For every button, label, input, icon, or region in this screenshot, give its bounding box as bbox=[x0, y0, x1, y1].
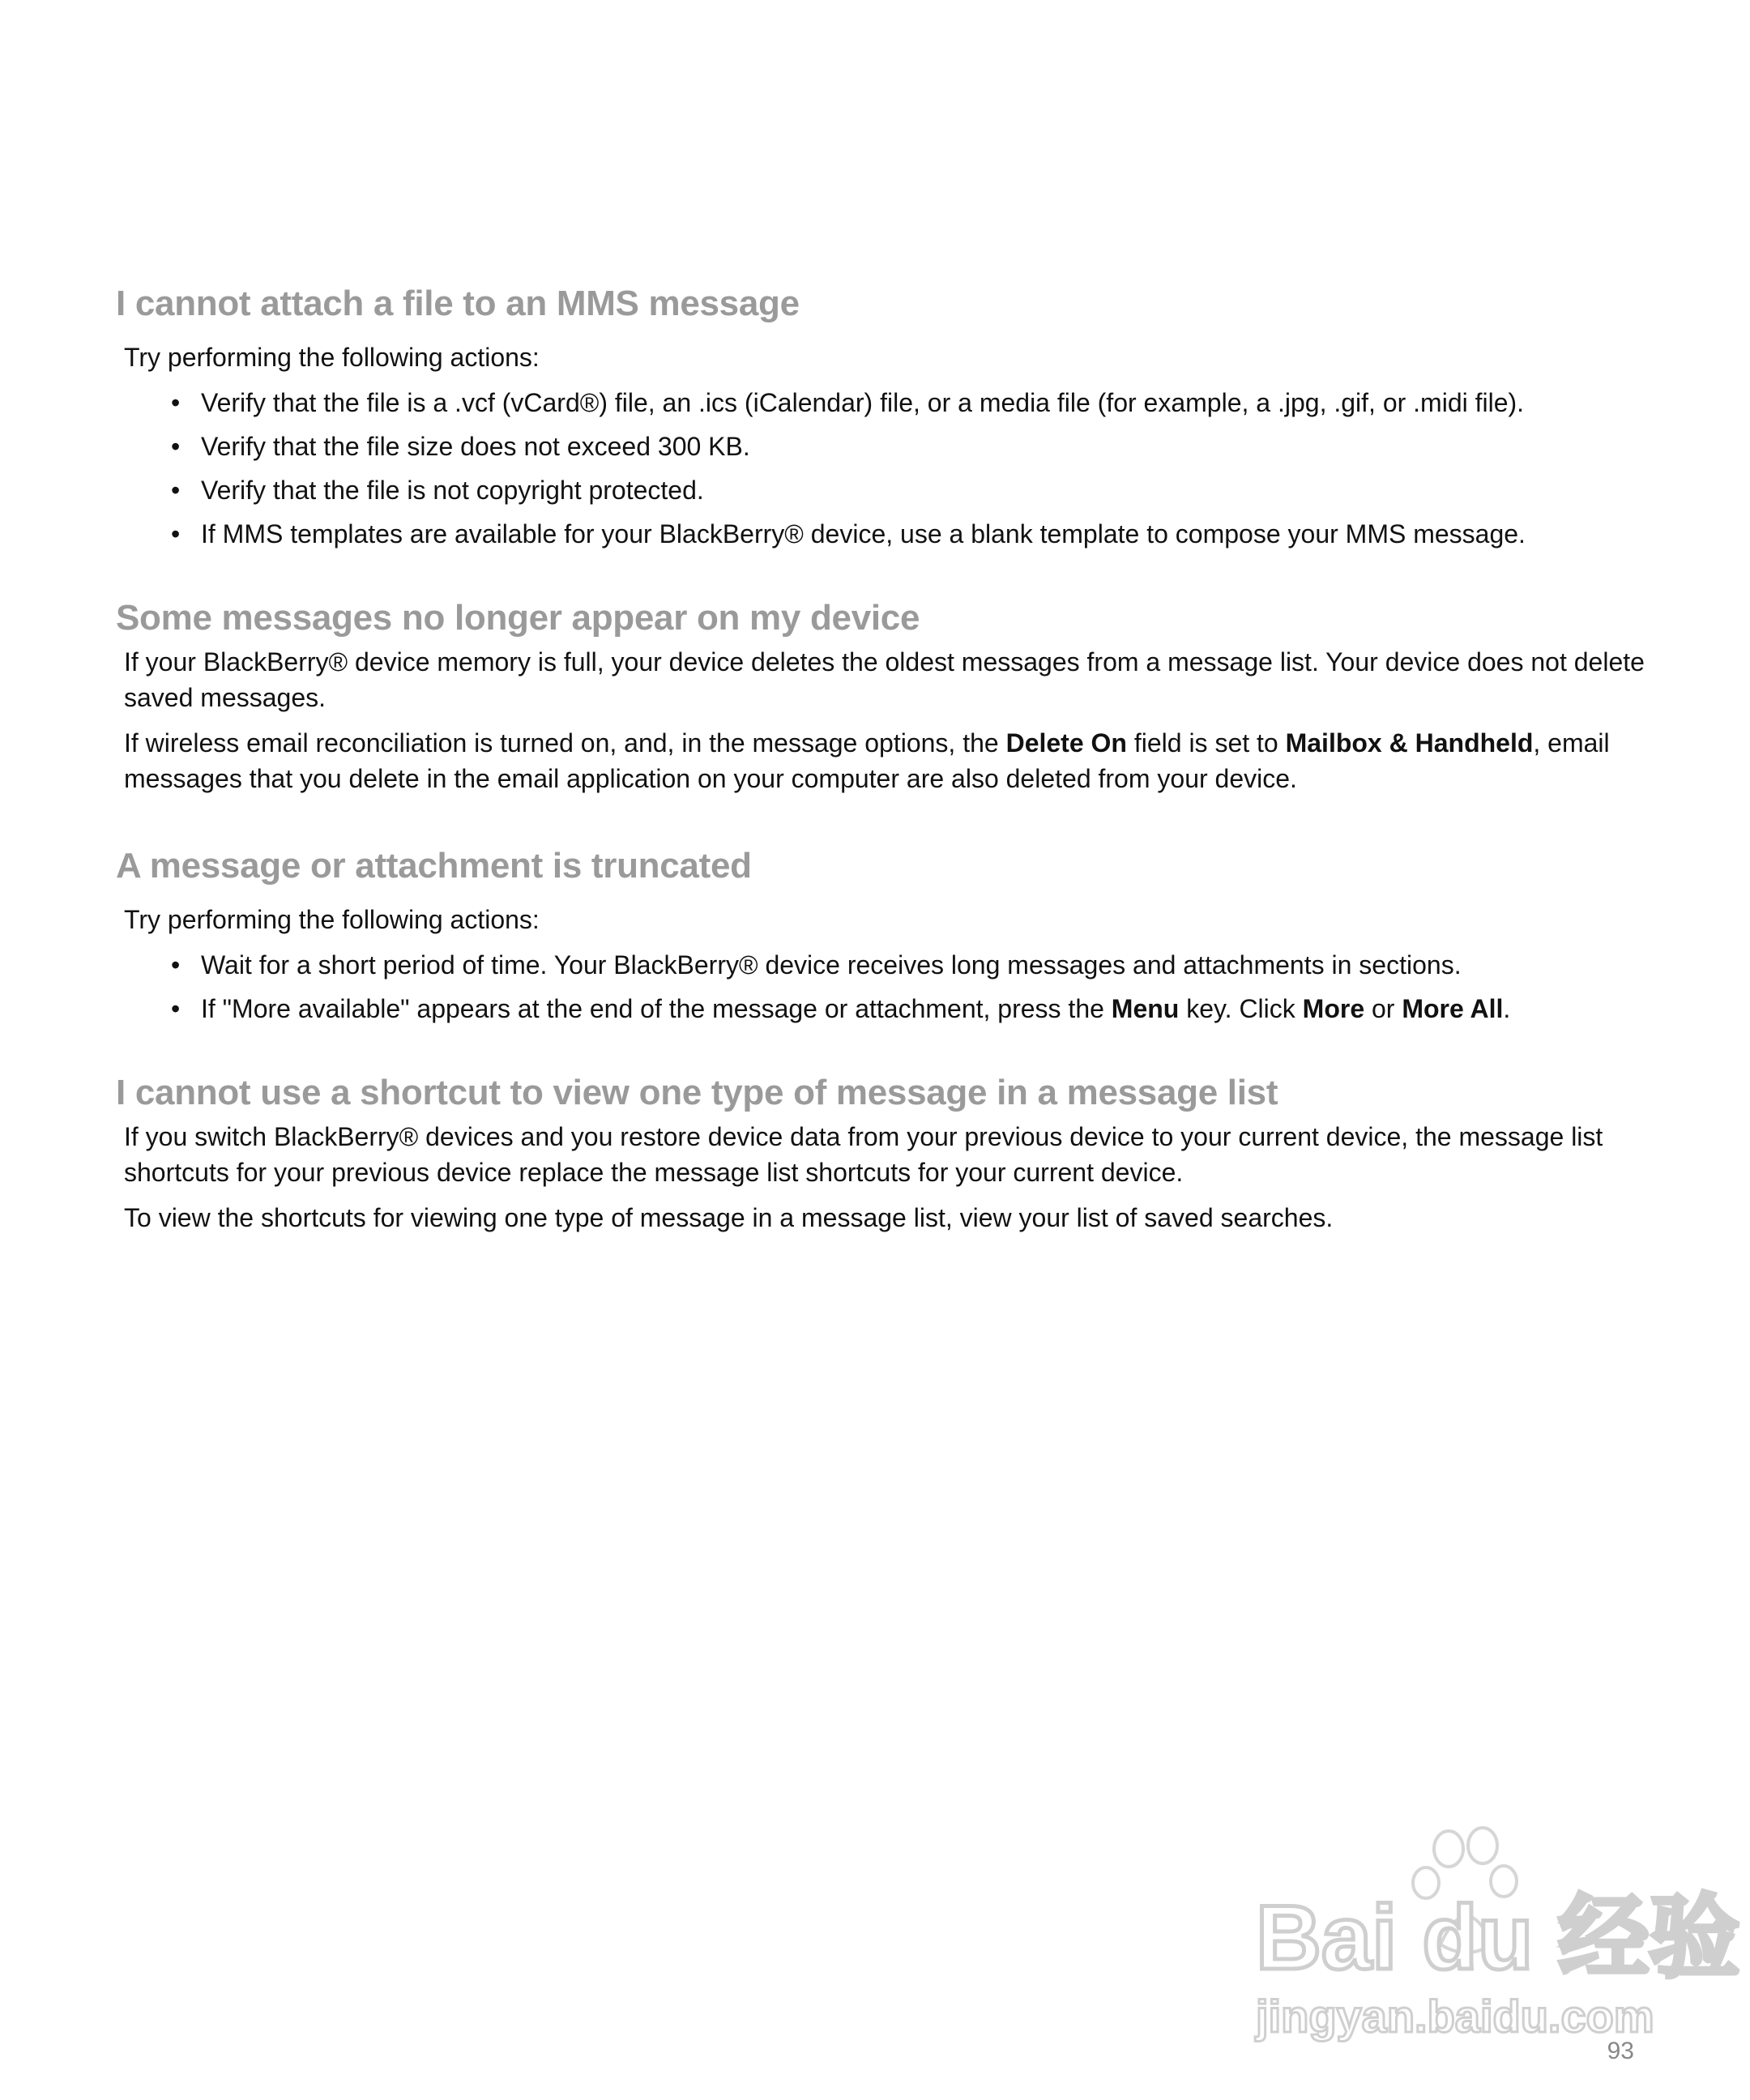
section-body bbox=[116, 902, 1655, 1027]
bullet-icon: • bbox=[171, 519, 181, 548]
list-item bbox=[124, 516, 1655, 552]
list-item bbox=[124, 472, 1655, 508]
text-run: field is set to bbox=[1126, 728, 1286, 758]
paragraph: If your BlackBerry® device memory is full, your device deletes the oldest messages from a message list. Your device does not delete saved messages. bbox=[124, 647, 1645, 712]
bullet-icon: • bbox=[171, 388, 181, 417]
list-item-text: Verify that the file is not copyright protected. bbox=[201, 476, 704, 505]
menu-item-more-all: More All bbox=[1402, 994, 1504, 1023]
text-run: If wireless email reconciliation is turned on, and, in the message options, the bbox=[124, 728, 1006, 758]
section-title: Some messages no longer appear on my device bbox=[116, 598, 920, 638]
page-content bbox=[116, 280, 1655, 1245]
paragraph: If you switch BlackBerry® devices and you restore device data from your previous device to your current device, the message list shortcuts for your previous device replace the message list shortcuts for your current device. bbox=[124, 1122, 1603, 1187]
list-item-text: If MMS templates are available for your BlackBerry® device, use a blank template to compose your MMS message. bbox=[201, 519, 1526, 548]
list-item-text: Verify that the file size does not exceed 300 KB. bbox=[201, 432, 750, 461]
list-item-text: Wait for a short period of time. Your BlackBerry® device receives long messages and attachments in sections. bbox=[201, 950, 1462, 980]
section-body bbox=[116, 339, 1655, 552]
bullet-icon: • bbox=[171, 950, 181, 980]
text-run: or bbox=[1364, 994, 1402, 1023]
section-title: I cannot use a shortcut to view one type of message in a message list bbox=[116, 1073, 1278, 1112]
section-title: I cannot attach a file to an MMS message bbox=[116, 284, 800, 323]
text-run: , email messages that you delete in the email application on your computer are also deleted from your device. bbox=[124, 728, 1610, 793]
intro-text: Try performing the following actions: bbox=[124, 343, 540, 372]
bullet-icon: • bbox=[171, 994, 181, 1023]
bullet-list bbox=[124, 385, 1655, 552]
bullet-icon: • bbox=[171, 476, 181, 505]
list-item bbox=[124, 991, 1655, 1027]
section-truncated bbox=[116, 842, 1655, 1027]
bullet-icon: • bbox=[171, 432, 181, 461]
baidu-watermark bbox=[1240, 1831, 1740, 2042]
section-title: A message or attachment is truncated bbox=[116, 846, 752, 886]
section-shortcut bbox=[116, 1069, 1655, 1236]
section-body bbox=[116, 644, 1655, 796]
section-body bbox=[116, 1119, 1655, 1236]
section-messages-missing bbox=[116, 594, 1655, 796]
list-item bbox=[124, 947, 1655, 983]
list-item bbox=[124, 385, 1655, 420]
text-run: . bbox=[1503, 994, 1511, 1023]
bullet-list bbox=[124, 947, 1655, 1027]
option-delete-on: Delete On bbox=[1005, 728, 1127, 758]
paragraph bbox=[124, 725, 1655, 796]
watermark-brand-text: Bai du 经验 bbox=[1256, 1887, 1740, 1988]
intro-text: Try performing the following actions: bbox=[124, 905, 540, 934]
section-attach-file bbox=[116, 280, 1655, 552]
text-run: key. Click bbox=[1179, 994, 1303, 1023]
paw-icon bbox=[1240, 1831, 1740, 2042]
list-item-text: Verify that the file is a .vcf (vCard®) file, an .ics (iCalendar) file, or a media file (for example, a .jpg, .gif, or .midi file). bbox=[201, 388, 1525, 417]
list-item bbox=[124, 429, 1655, 464]
watermark-url-text: jingyan.baidu.com bbox=[1256, 1991, 1654, 2042]
text-run: If "More available" appears at the end of the message or attachment, press the bbox=[201, 994, 1112, 1023]
page-number: 93 bbox=[1607, 2038, 1634, 2064]
menu-item-more: More bbox=[1302, 994, 1365, 1023]
paragraph: To view the shortcuts for viewing one type of message in a message list, view your list of saved searches. bbox=[124, 1203, 1334, 1232]
key-menu: Menu bbox=[1111, 994, 1180, 1023]
option-mailbox-handheld: Mailbox & Handheld bbox=[1285, 728, 1534, 758]
